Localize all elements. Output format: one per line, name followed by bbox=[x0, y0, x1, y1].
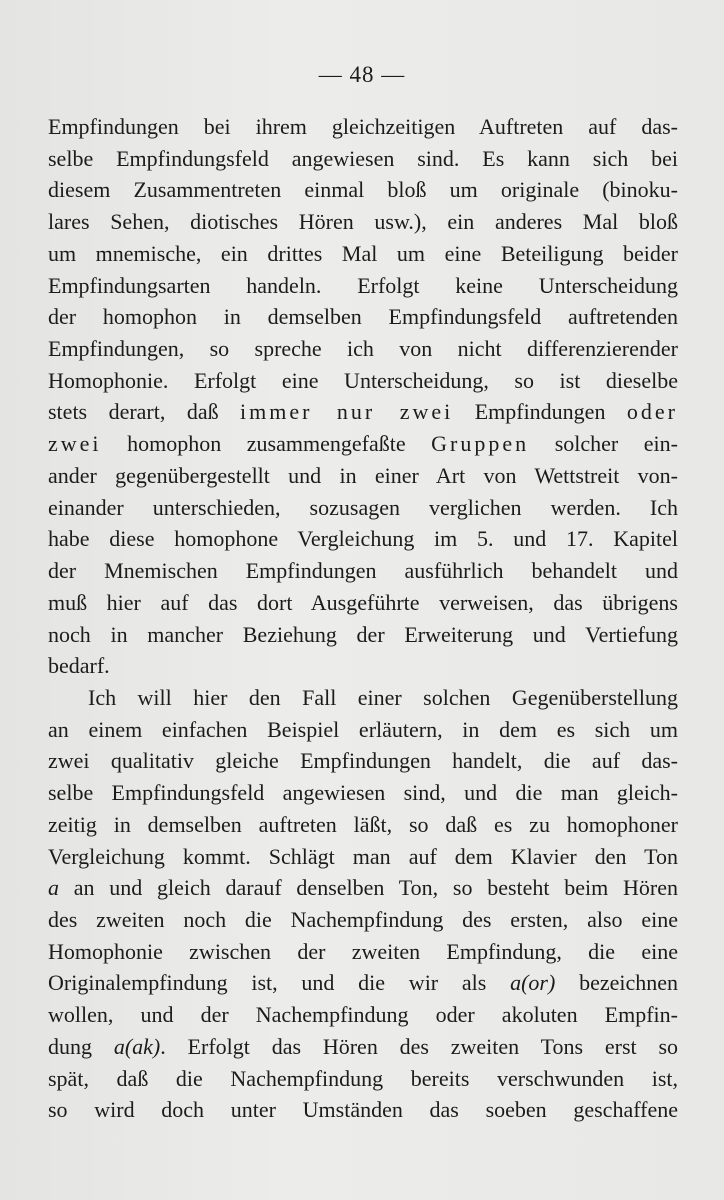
text-line: Empfindungsarten handeln. Erfolgt keine Unterscheidung bbox=[48, 272, 678, 298]
text-line: so wird doch unter Umständen das soeben geschaffene bbox=[48, 1097, 678, 1123]
text-line: der Mnemischen Empfindungen ausführlich behandelt und bbox=[48, 558, 678, 584]
text-line bbox=[48, 428, 678, 460]
text-line bbox=[48, 1031, 678, 1063]
text-line: um mnemische, ein drittes Mal um eine Beteiligung beider bbox=[48, 240, 678, 266]
text-line: zwei qualitativ gleiche Empfindungen handelt, die auf das- bbox=[48, 748, 678, 774]
italic-symbol: a(or) bbox=[510, 970, 556, 996]
text-line: des zweiten noch die Nachempfindung des ersten, also eine bbox=[48, 906, 678, 932]
text-line: Vergleichung kommt. Schlägt man auf dem Klavier den Ton bbox=[48, 843, 678, 869]
text-line: spät, daß die Nachempfindung bereits verschwunden ist, bbox=[48, 1065, 678, 1091]
text-span: . Erfolgt das Hören des zweiten Tons erst so bbox=[160, 1033, 679, 1059]
text-line: bedarf. bbox=[48, 653, 110, 679]
body-text bbox=[48, 111, 678, 1126]
italic-symbol: a bbox=[48, 875, 59, 901]
text-span: dung bbox=[48, 1033, 114, 1059]
paragraph-2 bbox=[48, 682, 678, 1126]
emphasized-text: Gruppen bbox=[431, 431, 530, 457]
text-line: wollen, und der Nachempfindung oder akoluten Empfin- bbox=[48, 1002, 678, 1028]
emphasized-text: immer nur zwei bbox=[240, 399, 454, 425]
text-line: Empfindungen, so spreche ich von nicht differenzierender bbox=[48, 336, 678, 362]
text-line: habe diese homophone Vergleichung im 5. und 17. Kapitel bbox=[48, 526, 678, 552]
text-span: Originalempfindung ist, und die wir als bbox=[48, 970, 511, 996]
text-span: homophon zusammengefaßte bbox=[127, 431, 406, 457]
text-line bbox=[48, 396, 678, 428]
text-span: Empfindungen bbox=[474, 399, 606, 425]
text-line: an einem einfachen Beispiel erläutern, in dem es sich um bbox=[48, 716, 678, 742]
text-line: muß hier auf das dort Ausgeführte verweisen, das übrigens bbox=[48, 589, 678, 615]
text-line bbox=[48, 967, 678, 999]
text-line: Empfindungen bei ihrem gleichzeitigen Auftreten auf das- bbox=[48, 114, 678, 139]
text-line: diesem Zusammentreten einmal bloß um originale (binoku- bbox=[48, 177, 678, 203]
text-line: zeitig in demselben auftreten läßt, so daß es zu homophoner bbox=[48, 811, 678, 837]
text-span: bezeichnen bbox=[555, 970, 679, 996]
text-line: selbe Empfindungsfeld angewiesen sind. Es kann sich bei bbox=[48, 145, 678, 171]
paragraph-1 bbox=[48, 111, 678, 682]
text-line: selbe Empfindungsfeld angewiesen sind, und die man gleich- bbox=[48, 780, 678, 806]
text-line: Homophonie. Erfolgt eine Unterscheidung, so ist dieselbe bbox=[48, 367, 678, 393]
text-line: Ich will hier den Fall einer solchen Gegenüberstellung bbox=[88, 684, 678, 710]
text-line: ander gegenübergestellt und in einer Art von Wettstreit von- bbox=[48, 462, 678, 488]
emphasized-text: oder bbox=[626, 399, 678, 425]
text-line: Homophonie zwischen der zweiten Empfindung, die eine bbox=[48, 938, 678, 964]
text-line: noch in mancher Beziehung der Erweiterung und Vertiefung bbox=[48, 621, 678, 647]
page-number: — 48 — bbox=[318, 62, 406, 87]
text-line: der homophon in demselben Empfindungsfeld auftretenden bbox=[48, 304, 678, 330]
text-span: an und gleich darauf denselben Ton, so besteht beim Hören bbox=[59, 875, 678, 901]
text-line: lares Sehen, diotisches Hören usw.), ein anderes Mal bloß bbox=[48, 209, 678, 235]
italic-symbol: a(ak) bbox=[113, 1033, 161, 1059]
text-span: stets derart, daß bbox=[48, 399, 219, 425]
text-line: einander unterschieden, sozusagen verglichen werden. Ich bbox=[48, 494, 678, 520]
text-line bbox=[48, 872, 678, 904]
emphasized-text: zwei bbox=[48, 431, 102, 457]
text-span: solcher ein- bbox=[554, 431, 678, 457]
